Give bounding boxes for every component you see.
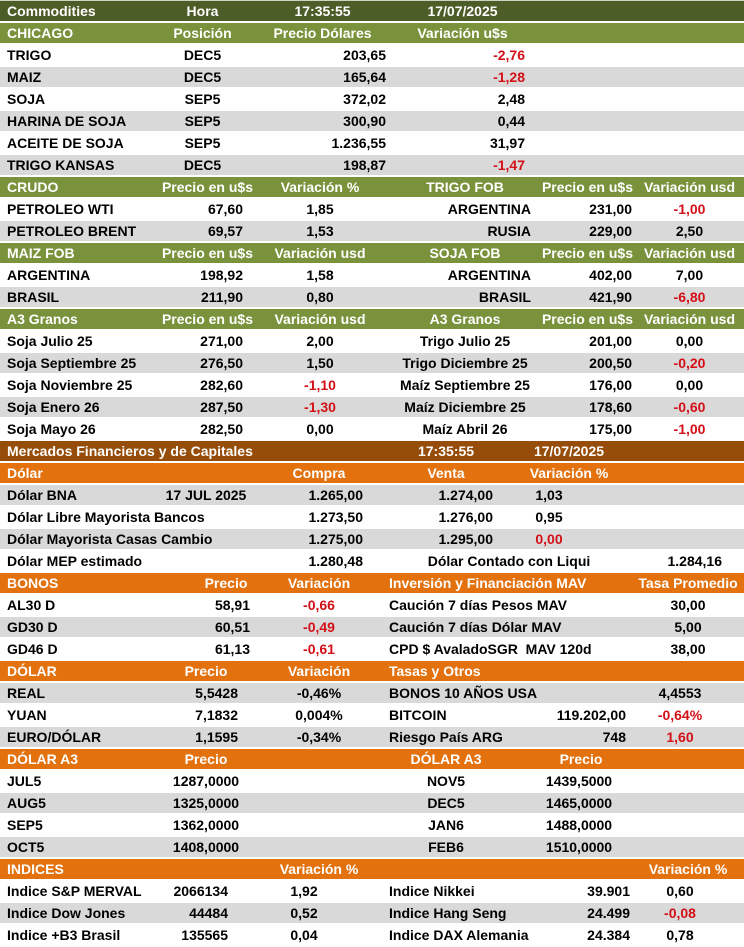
indices-row-2-cell-5: -0,08 [664,905,696,921]
a3-row-1-cell-4: 201,00 [589,333,632,349]
a3-granos-header-row-cell-5: Variación usd [643,311,736,327]
dolar-a3-row-3-cell-2 [252,815,386,835]
indices-row-1-cell-3: Indice Nikkei [389,883,475,899]
maizfob-sojafob-header-row-cell-1: Precio en u$s [161,245,253,261]
mercados-title-row-cell-1: 17:35:55 [417,443,475,459]
dolar-a3-row-4-cell-1: 1408,0000 [172,839,240,855]
crudo-trigofob-header-row [0,177,744,199]
dolar-header-row-cell-0: Dólar [7,465,43,481]
maizfob-sojafob-header-row-cell-5: Variación usd [643,245,736,261]
chicago-row-soja-cell-0: SOJA [7,91,46,107]
dolar-row-libre-mayorista-cell-4: 0,95 [535,509,563,525]
dolar-row-mayorista-casas-cell-1 [160,529,252,549]
chicago-row-harina-de-soja-cell-1: SEP5 [184,113,221,129]
a3-granos-header-row-cell-4: Precio en u$s [541,311,633,327]
dolar-a3-header-row [0,749,744,771]
fx-row-euro-dolar-cell-0: EURO/DÓLAR [7,729,102,745]
dolar-a3-row-1-cell-5 [632,771,744,791]
a3-row-1 [0,331,744,353]
bonos-header-row-cell-2: Variación [287,575,351,591]
fob-row-brasil-cell-3: BRASIL [478,289,531,305]
fx-row-yuan [0,705,744,727]
dolar-row-libre-mayorista-cell-1 [160,507,252,527]
crudo-trigofob-header-row-cell-3: TRIGO FOB [426,179,504,195]
dolar-a3-header-row-cell-2 [252,749,386,769]
dolar-fx-header-row-cell-4 [632,661,744,681]
fob-row-argentina-cell-0: ARGENTINA [7,267,91,283]
dolar-row-mayorista-casas-cell-0: Dólar Mayorista Casas Cambio [7,531,213,547]
dolar-row-mep-cell-2: 1.280,48 [308,553,363,569]
dolar-a3-row-2 [0,793,744,815]
chicago-row-trigo-cell-1: DEC5 [183,47,222,63]
fx-row-yuan-cell-2: 0,004% [295,707,343,723]
dolar-row-bna-cell-0: Dólar BNA [7,487,78,503]
indices-row-1-cell-5: 0,60 [666,883,694,899]
dolar-a3-row-4-cell-5 [632,837,744,857]
indices-row-3 [0,925,744,947]
fob-row-brasil-cell-1: 211,90 [200,289,243,305]
indices-row-2-cell-0: Indice Dow Jones [7,905,126,921]
dolar-row-mep-cell-0: Dólar MEP estimado [7,553,143,569]
crudo-row-petroleo-brent-cell-1: 69,57 [207,223,243,239]
a3-row-3-cell-3: Maíz Septiembre 25 [400,377,530,393]
dolar-row-bna [0,485,744,507]
chicago-row-aceite-de-soja-cell-1: SEP5 [184,135,221,151]
bonos-header-row-cell-1: Precio [204,575,248,591]
dolar-a3-row-2-cell-1: 1325,0000 [172,795,240,811]
crudo-row-petroleo-wti-cell-0: PETROLEO WTI [7,201,114,217]
fx-row-yuan-cell-3: BITCOIN [389,707,447,723]
crudo-row-petroleo-wti-cell-4: 231,00 [589,201,632,217]
bonos-row-gd46 [0,639,744,661]
crudo-row-petroleo-brent [0,221,744,243]
bonos-row-gd30-cell-0: GD30 D [7,619,58,635]
indices-row-3-cell-5: 0,78 [666,927,694,943]
commodities-title-row-cell-1: Hora [186,3,219,19]
fx-row-real-cell-2: -0,46% [296,685,342,701]
bonos-header-row-cell-0: BONOS [7,575,59,591]
indices-row-2-cell-3: Indice Hang Seng [389,905,507,921]
indices-row-2-cell-2: 0,52 [290,905,318,921]
crudo-row-petroleo-wti [0,199,744,221]
chicago-header-row-cell-3: Variación u$s [417,25,508,41]
indices-row-2 [0,903,744,925]
indices-header-row-cell-5: Variación % [648,861,728,877]
fob-row-argentina-cell-1: 198,92 [200,267,243,283]
mercados-title-row-cell-0: Mercados Financieros y de Capitales [7,443,253,459]
fob-row-brasil-cell-0: BRASIL [7,289,60,305]
a3-row-3-cell-0: Soja Noviembre 25 [7,377,133,393]
dolar-a3-row-2-cell-2 [252,793,386,813]
a3-row-4-cell-2: -1,30 [304,399,336,415]
dolar-a3-row-4-cell-4: 1510,0000 [545,839,613,855]
a3-granos-header-row-cell-2: Variación usd [274,311,366,327]
fx-row-euro-dolar-cell-1: 1,1595 [195,729,238,745]
a3-row-5-cell-1: 282,50 [200,421,243,437]
commodities-title-row-cell-3: 17/07/2025 [427,3,498,19]
indices-header-row [0,859,744,881]
bonos-row-gd46-cell-3: CPD $ AvaladoSGR MAV 120d [389,641,592,657]
chicago-row-soja-cell-2: 372,02 [343,91,386,107]
fx-row-real-cell-3: BONOS 10 AÑOS USA [389,685,538,701]
chicago-header-row-cell-0: CHICAGO [7,25,74,41]
a3-row-4-cell-0: Soja Enero 26 [7,399,100,415]
a3-row-1-cell-2: 2,00 [306,333,334,349]
dolar-header-row [0,463,744,485]
fx-row-euro-dolar-cell-4: 748 [602,729,626,745]
indices-header-row-cell-4 [506,859,632,879]
a3-row-2 [0,353,744,375]
commodities-title-row-cell-2: 17:35:55 [294,3,351,19]
chicago-row-harina-de-soja-cell-0: HARINA DE SOJA [7,113,127,129]
indices-row-1-cell-4: 39.901 [587,883,630,899]
dolar-header-row-cell-4: Variación % [529,465,609,481]
chicago-row-harina-de-soja [0,111,744,133]
fx-row-real-cell-1: 5,5428 [195,685,238,701]
a3-row-5 [0,419,744,441]
bonos-row-gd30 [0,617,744,639]
a3-granos-header-row-cell-3: A3 Granos [429,311,501,327]
fx-row-yuan-cell-4: 119.202,00 [556,707,626,723]
chicago-row-trigo-kansas-cell-2: 198,87 [343,157,386,173]
dolar-row-mayorista-casas-cell-3: 1.295,00 [438,531,493,547]
dolar-fx-header-row-cell-2: Variación [287,663,351,679]
chicago-row-trigo-kansas [0,155,744,177]
chicago-row-trigo-cell-0: TRIGO [7,47,52,63]
a3-row-4-cell-5: -0,60 [673,399,706,415]
a3-row-5-cell-0: Soja Mayo 26 [7,421,96,437]
crudo-trigofob-header-row-cell-0: CRUDO [7,179,59,195]
dolar-row-bna-cell-1: 17 JUL 2025 [165,487,247,503]
chicago-row-aceite-de-soja-cell-3: 31,97 [489,135,525,151]
dolar-row-mayorista-casas-cell-4: 0,00 [535,531,563,547]
indices-row-3-cell-4: 24.384 [587,927,630,943]
chicago-row-maiz-cell-0: MAIZ [7,69,42,85]
fob-row-brasil-cell-5: -6,80 [673,289,706,305]
fob-row-brasil-cell-4: 421,90 [589,289,632,305]
dolar-fx-header-row [0,661,744,683]
dolar-a3-header-row-cell-4: Precio [559,751,603,767]
fx-row-real-cell-0: REAL [7,685,46,701]
indices-row-3-cell-0: Indice +B3 Brasil [7,927,121,943]
a3-granos-header-row [0,309,744,331]
a3-row-5-cell-5: -1,00 [673,421,706,437]
indices-header-row-cell-3 [386,859,506,879]
dolar-a3-row-4 [0,837,744,859]
indices-row-3-cell-1: 135565 [181,927,228,943]
bonos-row-al30-cell-2: -0,66 [303,597,335,613]
a3-row-5-cell-4: 175,00 [589,421,632,437]
bonos-row-gd30-cell-2: -0,49 [303,619,335,635]
dolar-a3-row-1-cell-1: 1287,0000 [172,773,240,789]
fx-row-real-cell-4: 4,4553 [658,685,702,701]
maizfob-sojafob-header-row-cell-3: SOJA FOB [429,245,501,261]
a3-row-2-cell-5: -0,20 [673,355,706,371]
fx-row-yuan-cell-1: 7,1832 [195,707,238,723]
a3-row-5-cell-2: 0,00 [306,421,334,437]
chicago-header-row-cell-1: Posición [173,25,232,41]
chicago-header-row-cell-2: Precio Dólares [273,25,372,41]
indices-header-row-cell-1 [160,859,252,879]
maizfob-sojafob-header-row-cell-4: Precio en u$s [541,245,633,261]
crudo-trigofob-header-row-cell-4: Precio en u$s [541,179,633,195]
dolar-a3-row-1-cell-3: NOV5 [426,773,466,789]
a3-row-4 [0,397,744,419]
chicago-row-soja [0,89,744,111]
maizfob-sojafob-header-row-cell-2: Variación usd [274,245,366,261]
a3-row-2-cell-4: 200,50 [589,355,632,371]
indices-header-row-cell-2: Variación % [279,861,359,877]
chicago-row-trigo-cell-2: 203,65 [343,47,386,63]
dolar-a3-header-row-cell-0: DÓLAR A3 [7,751,79,767]
fx-row-euro-dolar [0,727,744,749]
dolar-row-mep-cell-1 [160,551,252,571]
chicago-row-harina-de-soja-cell-2: 300,90 [343,113,386,129]
a3-row-4-cell-4: 178,60 [589,399,632,415]
indices-row-1-cell-0: Indice S&P MERVAL [7,883,142,899]
bonos-row-al30-cell-0: AL30 D [7,597,56,613]
maizfob-sojafob-header-row-cell-0: MAIZ FOB [7,245,75,261]
dolar-a3-row-4-cell-3: FEB6 [428,839,464,855]
bonos-header-row-cell-4: Tasa Promedio [638,575,738,591]
bonos-row-al30-cell-4: 30,00 [670,597,706,613]
bonos-row-gd30-cell-1: 60,51 [214,619,250,635]
fob-row-brasil [0,287,744,309]
dolar-row-bna-cell-4: 1,03 [535,487,563,503]
bonos-row-al30 [0,595,744,617]
crudo-row-petroleo-wti-cell-1: 67,60 [207,201,243,217]
maizfob-sojafob-header-row [0,243,744,265]
bonos-row-al30-cell-1: 58,91 [214,597,250,613]
dolar-row-libre-mayorista-cell-2: 1.273,50 [308,509,363,525]
bonos-row-gd46-cell-1: 61,13 [214,641,250,657]
dolar-a3-row-1 [0,771,744,793]
a3-row-2-cell-0: Soja Septiembre 25 [7,355,137,371]
dolar-fx-header-row-cell-3: Tasas y Otros [389,663,481,679]
chicago-row-maiz [0,67,744,89]
bonos-row-gd46-cell-0: GD46 D [7,641,58,657]
chicago-row-trigo [0,45,744,67]
dolar-a3-row-3-cell-0: SEP5 [7,817,43,833]
dolar-a3-row-3-cell-5 [632,815,744,835]
dolar-row-libre-mayorista-cell-0: Dólar Libre Mayorista Bancos [7,509,205,525]
dolar-fx-header-row-cell-1: Precio [184,663,228,679]
dolar-row-mep-cell-3: Dólar Contado con Liqui [427,553,591,569]
dolar-row-mayorista-casas [0,529,744,551]
chicago-row-trigo-kansas-cell-3: -1,47 [493,157,525,173]
fx-row-yuan-cell-5: -0,64% [657,707,703,723]
dolar-a3-row-2-cell-3: DEC5 [427,795,465,811]
bonos-row-gd46-cell-4: 38,00 [670,641,706,657]
fx-row-euro-dolar-cell-5: 1,60 [666,729,694,745]
commodities-title-row [0,1,744,23]
indices-header-row-cell-0: INDICES [7,861,64,877]
a3-row-1-cell-1: 271,00 [200,333,243,349]
chicago-row-harina-de-soja-cell-3: 0,44 [497,113,525,129]
a3-granos-header-row-cell-0: A3 Granos [7,311,78,327]
a3-row-2-cell-2: 1,50 [306,355,334,371]
fob-row-argentina-cell-3: ARGENTINA [447,267,531,283]
chicago-row-maiz-cell-3: -1,28 [493,69,525,85]
dolar-a3-row-2-cell-4: 1465,0000 [545,795,613,811]
a3-row-3-cell-5: 0,00 [675,377,704,393]
dolar-a3-header-row-cell-5 [632,749,744,769]
dolar-a3-row-3-cell-4: 1488,0000 [545,817,613,833]
a3-row-4-cell-3: Maíz Diciembre 25 [404,399,526,415]
mercados-title-row-cell-2: 17/07/2025 [533,443,605,459]
bonos-row-al30-cell-3: Caución 7 días Pesos MAV [389,597,567,613]
chicago-row-trigo-cell-3: -2,76 [493,47,525,63]
bonos-header-row [0,573,744,595]
crudo-row-petroleo-brent-cell-2: 1,53 [306,223,334,239]
indices-row-3-cell-2: 0,04 [290,927,318,943]
indices-row-2-cell-4: 24.499 [587,905,630,921]
dolar-a3-header-row-cell-1: Precio [184,751,228,767]
crudo-row-petroleo-wti-cell-3: ARGENTINA [447,201,531,217]
a3-row-3-cell-1: 282,60 [200,377,243,393]
chicago-row-trigo-kansas-cell-0: TRIGO KANSAS [7,157,115,173]
dolar-row-bna-cell-2: 1.265,00 [308,487,363,503]
dolar-a3-row-1-cell-2 [252,771,386,791]
dolar-row-bna-cell-3: 1.274,00 [438,487,493,503]
fob-row-argentina [0,265,744,287]
chicago-row-maiz-cell-2: 165,64 [343,69,386,85]
dolar-a3-row-3-cell-3: JAN6 [428,817,464,833]
dolar-a3-row-2-cell-0: AUG5 [7,795,46,811]
bonos-row-gd46-cell-2: -0,61 [303,641,335,657]
dolar-a3-row-4-cell-2 [252,837,386,857]
a3-row-5-cell-3: Maíz Abril 26 [422,421,508,437]
bonos-header-row-cell-3: Inversión y Financiación MAV [389,575,587,591]
dolar-a3-row-2-cell-5 [632,793,744,813]
dolar-a3-row-4-cell-0: OCT5 [7,839,45,855]
fx-row-real [0,683,744,705]
a3-row-2-cell-3: Trigo Diciembre 25 [402,355,528,371]
a3-row-3 [0,375,744,397]
crudo-row-petroleo-brent-cell-3: RUSIA [487,223,531,239]
indices-row-1-cell-2: 1,92 [290,883,318,899]
dolar-row-mep [0,551,744,573]
crudo-row-petroleo-wti-cell-5: -1,00 [673,201,706,217]
a3-row-3-cell-2: -1,10 [304,377,336,393]
crudo-row-petroleo-wti-cell-2: 1,85 [306,201,334,217]
chicago-row-aceite-de-soja [0,133,744,155]
dolar-row-libre-mayorista [0,507,744,529]
indices-row-1 [0,881,744,903]
indices-row-3-cell-3: Indice DAX Alemania [389,927,529,943]
chicago-row-soja-cell-3: 2,48 [497,91,525,107]
dolar-a3-row-3-cell-1: 1362,0000 [172,817,240,833]
chicago-row-aceite-de-soja-cell-0: ACEITE DE SOJA [7,135,124,151]
a3-granos-header-row-cell-1: Precio en u$s [161,311,253,327]
crudo-trigofob-header-row-cell-5: Variación usd [643,179,736,195]
fx-row-euro-dolar-cell-2: -0,34% [296,729,342,745]
dolar-fx-header-row-cell-0: DÓLAR [7,663,57,679]
chicago-row-soja-cell-1: SEP5 [184,91,221,107]
crudo-trigofob-header-row-cell-2: Variación % [280,179,360,195]
dolar-row-libre-mayorista-cell-3: 1.276,00 [438,509,493,525]
a3-row-1-cell-3: Trigo Julio 25 [419,333,511,349]
bonos-row-gd30-cell-4: 5,00 [674,619,702,635]
dolar-header-row-cell-2: Compra [292,465,346,481]
dolar-row-mep-cell-4: 1.284,16 [667,553,722,569]
dolar-header-row-cell-3: Venta [427,465,465,481]
indices-row-1-cell-1: 2066134 [173,883,228,899]
indices-row-2-cell-1: 44484 [189,905,228,921]
fx-row-yuan-cell-0: YUAN [7,707,47,723]
crudo-row-petroleo-brent-cell-5: 2,50 [675,223,704,239]
crudo-row-petroleo-brent-cell-4: 229,00 [589,223,632,239]
dolar-a3-row-1-cell-0: JUL5 [7,773,42,789]
dolar-a3-header-row-cell-3: DÓLAR A3 [410,751,482,767]
crudo-trigofob-header-row-cell-1: Precio en u$s [161,179,253,195]
fob-row-argentina-cell-4: 402,00 [589,267,632,283]
chicago-row-aceite-de-soja-cell-2: 1.236,55 [331,135,386,151]
crudo-row-petroleo-brent-cell-0: PETROLEO BRENT [7,223,137,239]
bonos-row-gd30-cell-3: Caución 7 días Dólar MAV [389,619,562,635]
chicago-row-maiz-cell-1: DEC5 [183,69,222,85]
fob-row-brasil-cell-2: 0,80 [306,289,334,305]
dolar-header-row-cell-1 [160,463,252,483]
fob-row-argentina-cell-2: 1,58 [306,267,334,283]
chicago-row-trigo-kansas-cell-1: DEC5 [183,157,222,173]
a3-row-1-cell-5: 0,00 [675,333,704,349]
fx-row-euro-dolar-cell-3: Riesgo País ARG [389,729,503,745]
a3-row-2-cell-1: 276,50 [200,355,243,371]
chicago-header-row [0,23,744,45]
a3-row-1-cell-0: Soja Julio 25 [7,333,93,349]
dolar-row-mayorista-casas-cell-2: 1.275,00 [308,531,363,547]
dolar-a3-row-1-cell-4: 1439,5000 [545,773,613,789]
mercados-title-row [0,441,744,463]
a3-row-4-cell-1: 287,50 [200,399,243,415]
a3-row-3-cell-4: 176,00 [589,377,632,393]
dolar-a3-row-3 [0,815,744,837]
fob-row-argentina-cell-5: 7,00 [675,267,704,283]
commodities-title-row-cell-0: Commodities [7,3,96,19]
